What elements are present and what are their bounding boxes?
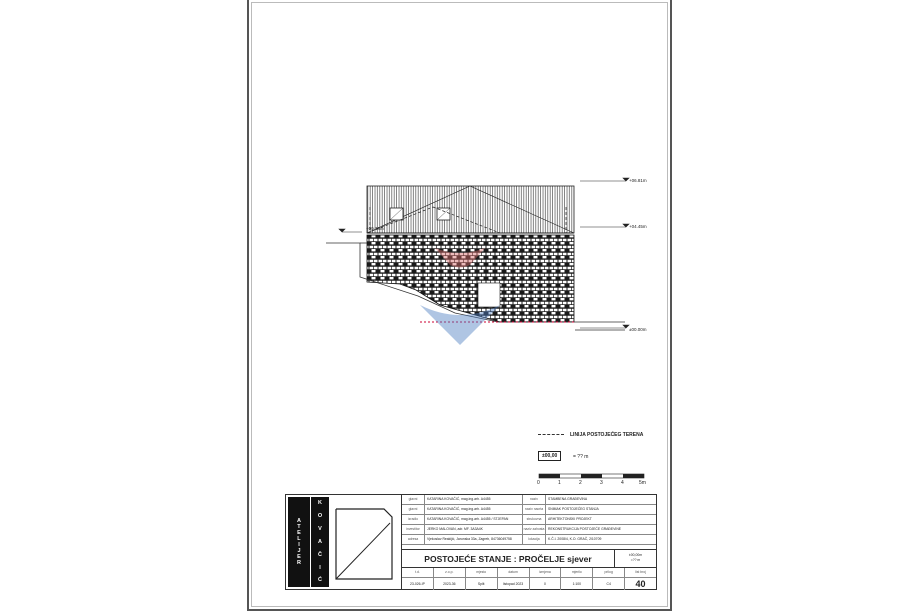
logo-letters xyxy=(288,497,310,587)
tb-row: investitor JERKO MALOVAN, adr. MF. 3A3A4K naziv zahvata REKONSTRUKCIJA POSTOJEĆE GRAĐEVINE xyxy=(402,525,656,535)
tb-row: glavni KATARINA KOVAČIĆ, mag.ing.arh. A4455 naziv nacrta SNIMAK POSTOJEĆEG STANJA xyxy=(402,505,656,515)
sheet-number-cell: list broj 40 xyxy=(625,568,656,590)
company-logo xyxy=(286,495,402,590)
meta-cell: mjerilo 1:100 xyxy=(561,568,593,590)
title-block xyxy=(285,494,657,590)
dashed-line-sample xyxy=(538,434,564,435)
scale-bar xyxy=(539,474,644,478)
stone-wall xyxy=(367,235,574,322)
drawing-title: POSTOJEĆE STANJE : PROČELJE sjever xyxy=(402,549,614,568)
level-label-1: +06.81m xyxy=(629,178,647,183)
meta-cell: prilog C4 xyxy=(593,568,625,590)
logo-mark xyxy=(332,505,396,583)
terrain-legend xyxy=(538,432,643,438)
scale-tick-4: 4 xyxy=(621,480,624,486)
level-box: ±00,00 xyxy=(538,451,561,461)
level-label-3: +00.30m xyxy=(366,226,384,231)
meta-cell: datum listopad 2023 xyxy=(498,568,530,590)
scale-tick-1: 1 xyxy=(558,480,561,486)
title-block-info xyxy=(402,495,656,545)
meta-cell: izmjena 0 xyxy=(530,568,562,590)
tb-row: glavni KATARINA KOVAČIĆ, mag.ing.arh. A4455 naziv STAMBENA GRAĐEVINA xyxy=(402,495,656,505)
tb-row: izradio KATARINA KOVAČIĆ, mag.ing.arh. A4455 / STJEPAN strukovna ARHITEKTONSKI PROJEKT xyxy=(402,515,656,525)
level-label-2: +04.45m xyxy=(629,224,647,229)
meta-cell: mjesto Split xyxy=(466,568,498,590)
logo-word-1: A T E L I J E R xyxy=(297,518,301,566)
level-equals: = ?? m xyxy=(573,454,589,460)
scale-tick-5: 5m xyxy=(639,480,646,486)
scale-tick-0: 0 xyxy=(537,480,540,486)
scale-tick-2: 2 xyxy=(579,480,582,486)
meta-cell: z.o.p. 2023-36 xyxy=(434,568,466,590)
scale-tick-3: 3 xyxy=(600,480,603,486)
level-label-4: ±00.00m xyxy=(629,327,647,332)
terrain-legend-label: LINIJA POSTOJEĆEG TERENA xyxy=(570,432,644,438)
meta-cell: t.d. 23-026-IP xyxy=(402,568,434,590)
tb-row: adresa Vjekoslav Reakijić, Jarunska 33a, Zagreb, 84736049758 lokacija K.Č.I. 2008/4, K.O. GRAČ, 2/10709 xyxy=(402,535,656,545)
title-level-box: ±00,00m =?? m xyxy=(614,549,656,567)
logo-word-2: K O V A Č I Ć xyxy=(311,497,329,587)
title-block-meta xyxy=(402,567,656,590)
